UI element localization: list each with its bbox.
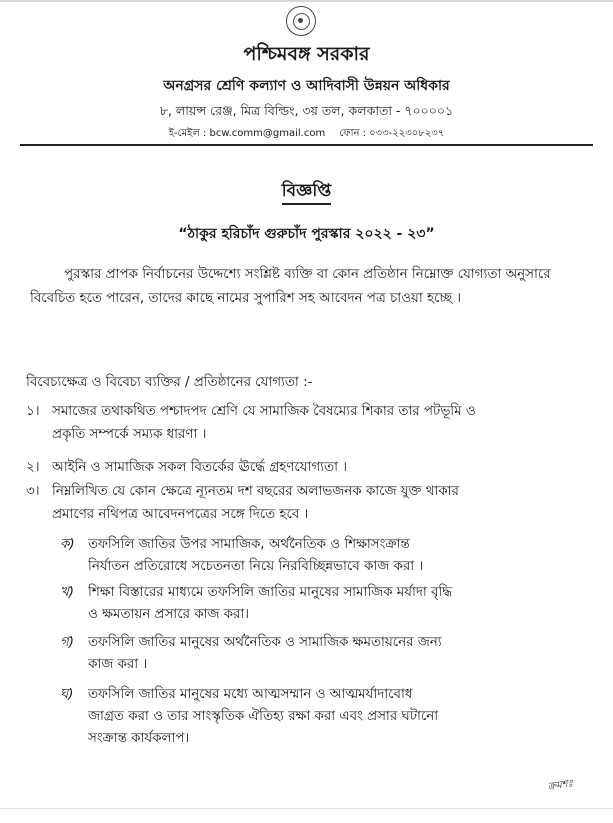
subitem-ka bbox=[60, 534, 423, 578]
subitem-label: গ) bbox=[60, 635, 75, 650]
criteria-item-3 bbox=[26, 480, 459, 526]
criteria-text: প্রকৃতি সম্পর্কে সম্যক ধারণা । bbox=[52, 427, 207, 442]
criteria-number: ৩। bbox=[26, 484, 40, 499]
subitem-text: তফসিলি জাতির মানুষের অর্থনৈতিক ও সামাজিক ক্ষমতায়নের জন্য bbox=[88, 635, 442, 650]
subitem-kha bbox=[60, 582, 452, 626]
bottom-edge-line bbox=[0, 808, 613, 809]
continued-mark: ক্রমশঃ bbox=[547, 778, 574, 793]
office-address: ৮, লায়ন্স রেঞ্জ, মিত্র বিল্ডিং, ৩য় তল, কলকাতা - ৭০০০০১ bbox=[159, 103, 454, 118]
notice-title bbox=[0, 178, 613, 206]
criteria-number: ১। bbox=[26, 404, 40, 419]
notice-title-text: বিজ্ঞপ্তি bbox=[282, 181, 331, 205]
subitem-ga bbox=[60, 632, 442, 676]
email-text: ই-মেইল : bcw.comm@gmail.com bbox=[168, 128, 326, 139]
award-title: “ঠাকুর হরিচাঁদ গুরুচাঁদ পুরস্কার ২০২২ - ২৩” bbox=[178, 226, 435, 242]
criteria-text: আইনি ও সামাজিক সকল বিতর্কের ঊর্দ্ধে গ্রহণযোগ্যতা । bbox=[52, 460, 348, 475]
subitem-text: কাজ করা । bbox=[88, 657, 148, 672]
subitem-text: শিক্ষা বিস্তারের মাধ্যমে তফসিলি জাতির মানুষের সামাজিক মর্যাদা বৃদ্ধি bbox=[88, 585, 453, 600]
criteria-item-2 bbox=[26, 456, 347, 479]
subitem-text: নির্যাতন প্রতিরোধে সচেতনতা নিয়ে নিরবিচ্ছিন্নভাবে কাজ করা । bbox=[88, 559, 424, 574]
criteria-text: নিম্নলিখিত যে কোন ক্ষেত্রে ন্যূনতম দশ বছরের অলাভজনক কাজে যুক্ত থাকার bbox=[52, 484, 459, 499]
subitem-text: সংক্রান্ত কার্যকলাপ। bbox=[88, 731, 190, 746]
eligibility-heading: বিবেচ্যক্ষেত্র ও বিবেচ্য ব্যক্তির / প্রতিষ্ঠানের যোগ্যতা :- bbox=[26, 375, 313, 390]
criteria-number: ২। bbox=[26, 460, 40, 475]
subitem-label: ক) bbox=[60, 537, 75, 552]
phone-text: ফোন : ০৩৩-২২৩০৮২৩৭ bbox=[339, 128, 445, 139]
subitem-text: তফসিলি জাতির উপর সামাজিক, অর্থনৈতিক ও শিক্ষাসংক্রান্ত bbox=[88, 537, 410, 552]
criteria-text: সমাজের তথাকথিত পশ্চাদপদ শ্রেণি যে সামাজিক বৈষম্যের শিকার তার পটভূমি ও bbox=[52, 404, 476, 419]
criteria-item-1 bbox=[26, 400, 476, 446]
subitem-label: ঘ) bbox=[60, 687, 74, 702]
intro-paragraph: পুরস্কার প্রাপক নির্বাচনের উদ্দেশ্যে সংশ্লিষ্ট ব্যক্তি বা কোন প্রতিষ্ঠান নিম্নোক্ত যোগ্যতা অনুসারে বিবেচিত হতে পারেন, তাদের কাছে নামের সুপারিশ সহ আবেদন পত্র চাওয়া হচ্ছে । bbox=[30, 267, 551, 306]
department-name: অনগ্রসর শ্রেণি কল্যাণ ও আদিবাসী উন্নয়ন অধিকার bbox=[163, 78, 450, 94]
top-edge-line bbox=[0, 0, 613, 2]
subitem-text: তফসিলি জাতির মানুষের মধ্যে আত্মসম্মান ও আত্মমর্যাদাবোধ bbox=[88, 687, 413, 702]
subitem-text: ও ক্ষমতায়ন প্রসারে কাজ করা। bbox=[88, 607, 250, 622]
government-emblem-icon bbox=[286, 6, 316, 36]
subitem-label: খ) bbox=[60, 585, 75, 600]
contact-line bbox=[0, 126, 613, 143]
subitem-gha bbox=[60, 684, 438, 750]
criteria-text: প্রমাণের নথিপত্র আবেদনপত্রের সঙ্গে দিতে হবে । bbox=[52, 507, 309, 522]
subitem-text: জাগ্রত করা ও তার সাংস্কৃতিক ঐতিহ্য রক্ষা করা এবং প্রসার ঘটানো bbox=[88, 709, 439, 724]
header-divider bbox=[20, 144, 593, 146]
government-name: পশ্চিমবঙ্গ সরকার bbox=[243, 43, 370, 65]
